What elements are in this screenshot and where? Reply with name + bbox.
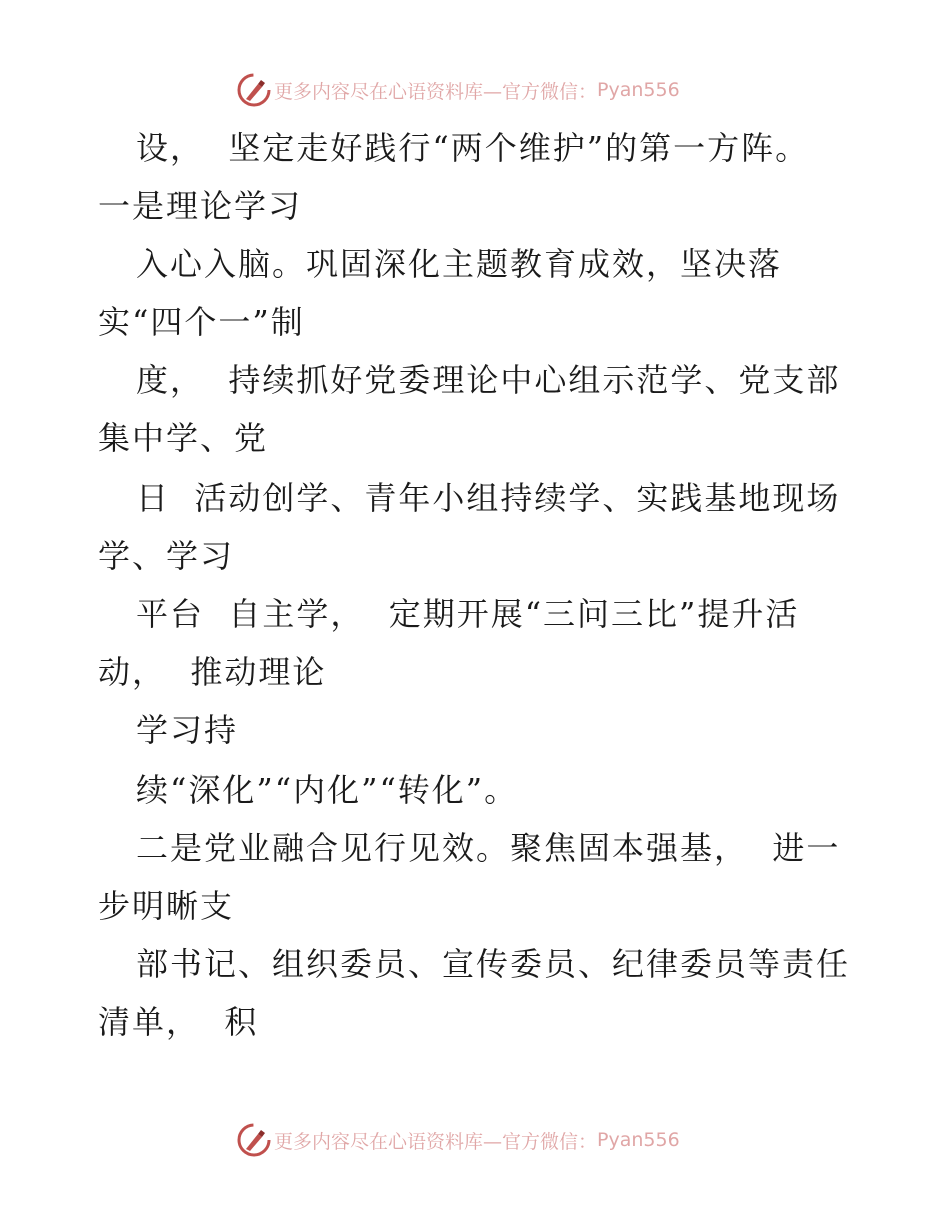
footer-watermark-id: Pyan556 — [597, 1129, 680, 1151]
pen-logo-icon — [236, 1122, 272, 1158]
text-line: 日 活动创学、青年小组持续学、实践基地现场 — [136, 479, 841, 517]
text-line: 一是理论学习 — [98, 187, 303, 225]
text-line: 步明晰支 — [98, 887, 235, 925]
text-line: 学、学习 — [98, 537, 235, 575]
text-line: 度， 持续抓好党委理论中心组示范学、党支部 — [136, 361, 841, 399]
text-line: 学习持 — [136, 711, 239, 749]
text-line: 集中学、党 — [98, 419, 269, 457]
text-line: 清单， 积 — [98, 1003, 259, 1041]
text-line: 动， 推动理论 — [98, 653, 327, 691]
footer-watermark-banner — [236, 1122, 680, 1158]
text-line: 二是党业融合见行见效。聚焦固本强基， 进一 — [136, 829, 841, 867]
header-watermark-banner — [236, 72, 680, 108]
pen-logo-icon — [236, 72, 272, 108]
text-line: 设， 坚定走好践行“两个维护”的第一方阵。 — [136, 129, 810, 167]
text-line: 续“深化”“内化”“转化”。 — [136, 771, 519, 809]
text-line: 实“四个一”制 — [98, 303, 305, 341]
header-watermark-id: Pyan556 — [597, 79, 680, 101]
text-line: 入心入脑。巩固深化主题教育成效，坚决落 — [136, 245, 783, 283]
header-watermark-text: 更多内容尽在心语资料库—官方微信： — [274, 80, 598, 103]
text-line: 平台 自主学， 定期开展“三问三比”提升活 — [136, 595, 800, 633]
text-line: 部书记、组织委员、宣传委员、纪律委员等责任 — [136, 945, 851, 983]
footer-watermark-text: 更多内容尽在心语资料库—官方微信： — [274, 1130, 598, 1153]
